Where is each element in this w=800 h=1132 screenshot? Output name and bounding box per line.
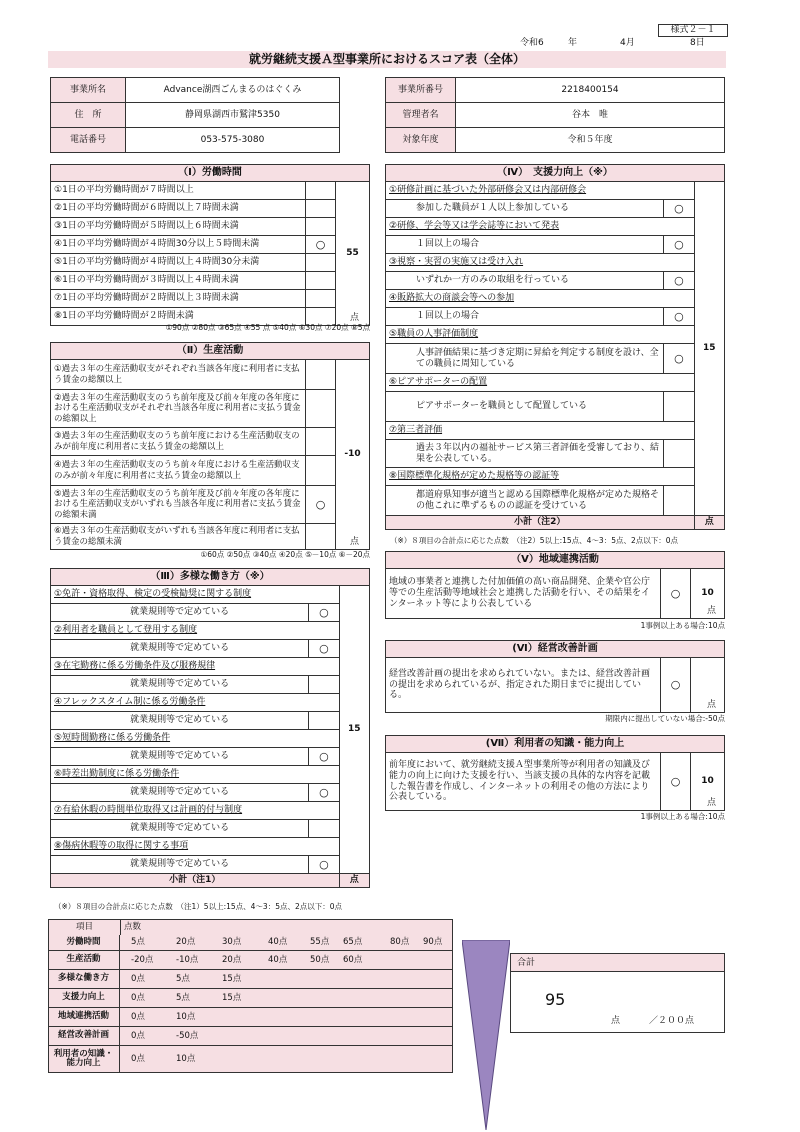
s6-mark: ○ [661, 658, 691, 713]
form-label: 様式２－１ [658, 24, 728, 37]
s1-mark [306, 200, 336, 218]
s3-item-head: ⑥時差出勤制度に係る労働条件 [51, 766, 340, 784]
s4-score: 15 [694, 182, 724, 516]
section-2-title: （Ⅱ）生産活動 [51, 343, 370, 360]
points-col-points: 点数 [121, 920, 453, 936]
points-row-label: 多様な働き方 [48, 970, 120, 988]
points-row [48, 989, 453, 1008]
s1-mark [306, 254, 336, 272]
s3-item-detail: 就業規則等で定めている [51, 748, 309, 766]
s5-note: 1事例以上ある場合:10点 [640, 621, 725, 630]
s1-mark [306, 218, 336, 236]
s4-item-detail: 過去３年以内の福祉サービス第三者評価を受審しており、結果を公表している。 [386, 440, 664, 468]
s3-mark [309, 820, 339, 838]
s6-unit: 点 [706, 700, 716, 711]
s3-item-detail: 就業規則等で定めている [51, 784, 309, 802]
s3-mark: ○ [309, 784, 339, 802]
s5-text: 地域の事業者と連携した付加価値の高い商品開発、企業や官公庁等での生産活動等地域社会と連携した活動を行い、その結果をインターネット等により公表している [386, 569, 661, 619]
s3-mark: ○ [309, 640, 339, 658]
s2-row: ⑥過去３年の生産活動収支がいずれも当該各年度に利用者に支払う賃金の総額未満 [51, 524, 306, 550]
section-community [385, 551, 725, 619]
s7-note: 1事例以上ある場合:10点 [640, 812, 725, 821]
points-reference-table [48, 919, 453, 936]
triangle-shape [462, 940, 510, 1130]
s4-item-detail: 人事評価結果に基づき定期に昇給を判定する制度を設け、全ての職員に周知している [386, 344, 664, 374]
points-row [48, 970, 453, 989]
s1-score-cell [336, 182, 370, 326]
s3-item-detail: 就業規則等で定めている [51, 676, 309, 694]
s7-text: 前年度において、就労継続支援Ａ型事業所等が利用者の知識及び能力の向上に向けた支援を行い、当該支援の具体的な内容を記載した報告書を作成し、インターネットの利用その他の方法により公表している。 [386, 753, 661, 811]
points-row-value: 15点 [222, 973, 242, 984]
points-row [48, 1027, 453, 1046]
s6-text: 経営改善計画の提出を求められていない。または、経営改善計画の提出を求められているが、指定された期日までに提出している。 [386, 658, 661, 713]
s4-mark: ○ [664, 272, 694, 290]
s1-unit: 点 [349, 313, 359, 324]
s4-note: （※）８項目の合計点に応じた点数 （注2）5以上:15点、4～3：5点、2点以下：0点 [390, 536, 679, 545]
points-row-value: -50点 [176, 1030, 199, 1041]
office-number-label: 事業所番号 [386, 78, 456, 103]
s2-score: -10 [344, 449, 361, 460]
s2-mark: ○ [306, 486, 336, 524]
points-row-label: 労働時間 [48, 935, 120, 950]
s3-mark: ○ [309, 748, 339, 766]
section-7-title: (Ⅶ）利用者の知識・能力向上 [386, 736, 725, 753]
points-row-value: 10点 [176, 1011, 196, 1022]
points-row-label: 生産活動 [48, 951, 120, 969]
s4-mark: ○ [664, 308, 694, 326]
phone: 053-575-3080 [126, 128, 340, 153]
s6-score-cell [691, 658, 725, 713]
points-row-value: -20点 [131, 954, 154, 965]
points-row-value: 55点 [310, 937, 330, 948]
points-row-label: 利用者の知識・能力向上 [48, 1046, 120, 1072]
points-row [48, 951, 453, 970]
s2-row: ④過去３年の生産活動収支のうち前々年度における生産活動収支のみが前々年度に利用者に支払う賃金の総額以上 [51, 456, 306, 486]
s5-score: 10 [701, 588, 714, 599]
points-row-value: 0点 [131, 992, 145, 1003]
s1-mark [306, 290, 336, 308]
s4-mark [664, 392, 694, 422]
s2-mark [306, 390, 336, 428]
s4-item-head: ⑤職員の人事評価制度 [386, 326, 695, 344]
date-year-unit: 年 [568, 38, 578, 48]
section-diverse-work [50, 568, 370, 888]
manager-label: 管理者名 [386, 103, 456, 128]
section-support-improvement [385, 164, 725, 530]
points-row-value: 40点 [268, 954, 288, 965]
s3-item-head: ⑦有給休暇の時間単位取得又は計画的付与制度 [51, 802, 340, 820]
date-month: 4月 [620, 38, 635, 48]
s4-item-head: ③視察・実習の実施又は受け入れ [386, 254, 695, 272]
total-max: ／２００点 [649, 1016, 695, 1026]
s2-mark [306, 524, 336, 550]
s3-note: （※）８項目の合計点に応じた点数 （注1）5以上:15点、4～3：5点、2点以下：0点 [54, 902, 343, 911]
points-row-value: 5点 [176, 992, 190, 1003]
date-day: 8日 [690, 38, 705, 48]
s1-row: ⑦1日の平均労働時間が２時間以上３時間未満 [51, 290, 306, 308]
points-row-value: 0点 [131, 1030, 145, 1041]
s1-mark [306, 182, 336, 200]
s4-item-detail: １回以上の場合 [386, 236, 664, 254]
office-info-right [385, 77, 725, 153]
points-row-value: 20点 [222, 954, 242, 965]
s3-mark: ○ [309, 604, 339, 622]
s4-unit: 点 [694, 516, 724, 530]
s7-unit: 点 [706, 798, 716, 809]
s3-mark [309, 712, 339, 730]
s1-row: ②1日の平均労働時間が６時間以上７時間未満 [51, 200, 306, 218]
s4-item-head: ②研修、学会等又は学会誌等において発表 [386, 218, 695, 236]
s4-item-detail: 都道府県知事が適当と認める国際標準化規格が定めた規格その他これに準ずるものの認証を受けている [386, 486, 664, 516]
s2-row: ①過去３年の生産活動収支がそれぞれ当該各年度に利用者に支払う賃金の総額以上 [51, 360, 306, 390]
s1-row: ⑧1日の平均労働時間が２時間未満 [51, 308, 306, 326]
points-row-value: 50点 [310, 954, 330, 965]
s4-mark: ○ [664, 236, 694, 254]
office-number: 2218400154 [456, 78, 725, 103]
s2-score-cell [336, 360, 370, 550]
s4-item-head: ⑧国際標準化規格が定めた規格等の認証等 [386, 468, 695, 486]
s3-item-head: ①免許・資格取得、検定の受検勧奨に関する制度 [51, 586, 340, 604]
section-5-title: （Ⅴ）地域連携活動 [386, 552, 725, 569]
s3-item-head: ②利用者を職員として登用する制度 [51, 622, 340, 640]
points-row-value: 5点 [176, 973, 190, 984]
s2-row: ⑤過去３年の生産活動収支のうち前年度及び前々年度の各年度における生産活動収支がいずれも当該各年度に利用者に支払う賃金の総額未満 [51, 486, 306, 524]
section-1-title: （Ⅰ）労働時間 [51, 165, 370, 182]
s4-item-head: ⑦第三者評価 [386, 422, 695, 440]
s3-subtotal-label: 小計（注1） [51, 874, 340, 888]
points-row-value: 30点 [222, 937, 242, 948]
s4-item-detail: いずれか一方のみの取組を行っている [386, 272, 664, 290]
s4-mark [664, 486, 694, 516]
s4-item-detail: 参加した職員が１人以上参加している [386, 200, 664, 218]
points-row-value: 5点 [131, 937, 145, 948]
s1-row: ⑥1日の平均労働時間が３時間以上４時間未満 [51, 272, 306, 290]
s7-score-cell [691, 753, 725, 811]
section-4-title: （Ⅳ） 支援力向上（※） [386, 165, 725, 182]
section-production [50, 342, 370, 550]
section-6-title: (Ⅵ）経営改善計画 [386, 641, 725, 658]
points-row-label: 支援力向上 [48, 989, 120, 1007]
total-box [510, 953, 725, 1033]
office-name-label: 事業所名 [51, 78, 126, 103]
s4-item-detail: １回以上の場合 [386, 308, 664, 326]
s4-mark: ○ [664, 200, 694, 218]
s5-unit: 点 [706, 606, 716, 617]
s3-item-head: ⑧傷病休暇等の取得に関する事項 [51, 838, 340, 856]
target-year-label: 対象年度 [386, 128, 456, 153]
s3-item-head: ⑤短時間勤務に係る労働条件 [51, 730, 340, 748]
manager: 谷本 唯 [456, 103, 725, 128]
address: 静岡県湖西市鷲津5350 [126, 103, 340, 128]
date-era-year: 令和6 [520, 38, 544, 48]
s1-mark [306, 272, 336, 290]
s4-mark: ○ [664, 344, 694, 374]
section-3-title: （Ⅲ）多様な働き方（※） [51, 569, 370, 586]
s7-score: 10 [701, 776, 714, 787]
s3-item-detail: 就業規則等で定めている [51, 604, 309, 622]
points-row-value: 0点 [131, 1053, 145, 1064]
target-year: 令和５年度 [456, 128, 725, 153]
s6-note: 期限内に提出していない場合:-50点 [605, 714, 725, 723]
points-row [48, 1046, 453, 1073]
points-row-value: 80点 [390, 937, 410, 948]
points-row [48, 935, 453, 951]
points-row-value: -10点 [176, 954, 199, 965]
total-unit: 点 [611, 1016, 621, 1026]
s4-item-detail: ピアサポーターを職員として配置している [386, 392, 664, 422]
s1-row: ④1日の平均労働時間が４時間30分以上５時間未満 [51, 236, 306, 254]
points-row-value: 0点 [131, 1011, 145, 1022]
s3-score: 15 [339, 586, 369, 874]
points-row-value: 10点 [176, 1053, 196, 1064]
points-row [48, 1008, 453, 1027]
s1-mark: ○ [306, 236, 336, 254]
s3-mark: ○ [309, 856, 339, 874]
section-management-plan [385, 640, 725, 713]
s2-row: ②過去３年の生産活動収支のうち前年度及び前々年度の各年度における生産活動収支がそれぞれ当該各年度に利用者に支払う賃金の総額以上 [51, 390, 306, 428]
points-row-value: 0点 [131, 973, 145, 984]
s3-item-detail: 就業規則等で定めている [51, 712, 309, 730]
office-name: Advance湖西ごんまるのはぐくみ [126, 78, 340, 103]
s1-row: ③1日の平均労働時間が５時間以上６時間未満 [51, 218, 306, 236]
s3-item-detail: 就業規則等で定めている [51, 856, 309, 874]
s5-mark: ○ [661, 569, 691, 619]
points-row-value: 40点 [268, 937, 288, 948]
s3-mark [309, 676, 339, 694]
points-row-label: 経営改善計画 [48, 1027, 120, 1045]
s3-item-head: ④フレックスタイム制に係る労働条件 [51, 694, 340, 712]
s4-item-head: ⑥ピアサポーターの配置 [386, 374, 695, 392]
s3-unit: 点 [339, 874, 369, 888]
s2-mark [306, 456, 336, 486]
s1-row: ⑤1日の平均労働時間が４時間以上４時間30分未満 [51, 254, 306, 272]
points-row-value: 60点 [343, 954, 363, 965]
s2-row: ③過去３年の生産活動収支のうち前年度における生産活動収支のみが前年度に利用者に支払う賃金の総額以上 [51, 428, 306, 456]
points-row-value: 65点 [343, 937, 363, 948]
total-value: 95 [545, 990, 566, 1009]
points-row-value: 20点 [176, 937, 196, 948]
s4-item-head: ①研修計画に基づいた外部研修会又は内部研修会 [386, 182, 695, 200]
phone-label: 電話番号 [51, 128, 126, 153]
s1-row: ①1日の平均労働時間が７時間以上 [51, 182, 306, 200]
office-info-left [50, 77, 340, 153]
points-row-label: 地域連携活動 [48, 1008, 120, 1026]
s2-note: ①60点 ②50点 ③40点 ④20点 ⑤－10点 ⑥－20点 [200, 550, 370, 559]
s2-mark [306, 428, 336, 456]
points-row-value: 15点 [222, 992, 242, 1003]
s1-note: ①90点 ②80点 ③65点 ④55 点 ⑤40点 ⑥30点 ⑦20点 ⑧5点 [165, 323, 370, 332]
points-row-value: 90点 [423, 937, 443, 948]
points-col-item: 項目 [49, 920, 121, 936]
s1-score: 55 [346, 248, 359, 259]
s7-mark: ○ [661, 753, 691, 811]
s2-mark [306, 360, 336, 390]
s4-subtotal-label: 小計（注2） [386, 516, 695, 530]
total-label: 合計 [511, 954, 724, 972]
s2-unit: 点 [349, 537, 359, 548]
page-title: 就労継続支援Ａ型事業所におけるスコア表（全体） [48, 51, 726, 68]
s3-item-detail: 就業規則等で定めている [51, 820, 309, 838]
s5-score-cell [691, 569, 725, 619]
s3-item-head: ③在宅勤務に係る労働条件及び服務規律 [51, 658, 340, 676]
address-label: 住 所 [51, 103, 126, 128]
section-labor-hours [50, 164, 370, 326]
s4-mark [664, 440, 694, 468]
s3-item-detail: 就業規則等で定めている [51, 640, 309, 658]
section-user-knowledge [385, 735, 725, 811]
s4-item-head: ④販路拡大の商談会等への参加 [386, 290, 695, 308]
